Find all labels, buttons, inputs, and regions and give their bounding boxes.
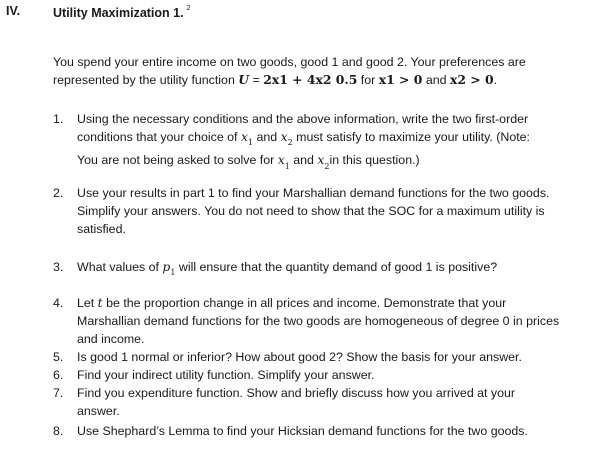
utility-function: 2x1 + 4x2 0.5 bbox=[263, 72, 358, 87]
text-run: must satisfy to maximize your utility. (Note: bbox=[292, 130, 531, 144]
variable-subscript: 1 bbox=[247, 138, 254, 148]
question-text bbox=[77, 294, 577, 348]
utility-symbol: U bbox=[238, 72, 250, 87]
question-line: Find your indirect utility function. Simplify your answer. bbox=[77, 368, 375, 382]
question-number: 5. bbox=[53, 350, 64, 364]
question-text bbox=[77, 258, 577, 281]
constraint-x2: x2 bbox=[449, 72, 466, 87]
question-line bbox=[77, 128, 577, 151]
question-line: Find you expenditure function. Show and briefly discuss how you arrived at your bbox=[77, 386, 516, 400]
question-line: and income. bbox=[77, 332, 145, 346]
utility-equals: = bbox=[249, 73, 264, 87]
variable-x2 bbox=[280, 129, 293, 148]
question-number: 3. bbox=[53, 260, 64, 274]
variable-p1 bbox=[162, 259, 176, 278]
variable-x2 bbox=[317, 152, 330, 171]
question-text bbox=[77, 422, 577, 440]
text-run: conditions that your choice of bbox=[77, 130, 241, 144]
question-text bbox=[77, 384, 577, 420]
section-title-text: Utility Maximization 1. bbox=[53, 6, 184, 21]
footnote-marker: 2 bbox=[186, 5, 191, 12]
variable-symbol: x bbox=[277, 152, 285, 168]
text-run: and bbox=[253, 130, 281, 144]
question-line: Marshallian demand functions for the two goods are homogeneous of degree 0 in prices bbox=[77, 314, 560, 328]
variable-subscript: 1 bbox=[170, 268, 176, 278]
question-number: 4. bbox=[53, 296, 64, 310]
variable-x1 bbox=[277, 152, 290, 171]
section-numeral: IV. bbox=[6, 4, 21, 18]
question-line: satisfied. bbox=[77, 222, 126, 236]
variable-subscript: 2 bbox=[324, 161, 330, 171]
text-run: Let bbox=[77, 296, 98, 310]
intro-and-text: and bbox=[422, 73, 450, 87]
section-heading bbox=[0, 0, 590, 24]
intro-line-1: You spend your entire income on two goods, good 1 and good 2. Your preferences are bbox=[53, 55, 526, 69]
constraint-x1: x1 bbox=[378, 72, 395, 87]
question-text bbox=[77, 184, 577, 238]
variable-symbol: x bbox=[280, 129, 288, 144]
question-line bbox=[77, 151, 577, 174]
variable-symbol: x bbox=[317, 152, 325, 168]
question-line: Using the necessary conditions and the above information, write the two first-order bbox=[77, 112, 529, 126]
text-run: What values of bbox=[77, 260, 163, 274]
question-line: Is good 1 normal or inferior? How about good 2? Show the basis for your answer. bbox=[77, 350, 522, 364]
constraint-x2-op: > 0 bbox=[465, 72, 494, 87]
question-text bbox=[77, 366, 577, 384]
intro-line-2 bbox=[53, 71, 573, 89]
question-number: 2. bbox=[53, 186, 64, 200]
question-line: Simplify your answers. You do not need to show that the SOC for a maximum utility is bbox=[77, 204, 545, 218]
variable-subscript: 2 bbox=[287, 138, 293, 148]
intro-line-2-text: represented by the utility function bbox=[53, 73, 239, 87]
intro-period: . bbox=[493, 73, 498, 87]
question-line bbox=[77, 294, 577, 312]
text-run: be the proportion change in all prices and income. Demonstrate that your bbox=[102, 296, 507, 310]
question-number: 1. bbox=[53, 112, 64, 126]
question-line: Use Shephard’s Lemma to find your Hicksian demand functions for the two goods. bbox=[77, 424, 528, 438]
variable-t: t bbox=[97, 295, 103, 310]
variable-subscript: 1 bbox=[284, 161, 290, 171]
variable-symbol: p bbox=[162, 259, 171, 274]
question-line: Use your results in part 1 to find your Marshallian demand functions for the two goods. bbox=[77, 186, 550, 200]
question-text bbox=[77, 348, 577, 366]
question-number: 8. bbox=[53, 424, 64, 438]
question-line: answer. bbox=[77, 404, 120, 418]
text-run: and bbox=[289, 153, 318, 168]
question-line bbox=[77, 258, 577, 281]
question-number: 7. bbox=[53, 386, 64, 400]
intro-paragraph bbox=[53, 53, 573, 89]
text-run: You are not being asked to solve for bbox=[77, 153, 278, 168]
question-text bbox=[77, 110, 577, 175]
intro-for-text: for bbox=[357, 73, 379, 87]
text-run: in this question.) bbox=[329, 153, 420, 168]
variable-symbol: x bbox=[240, 129, 248, 144]
constraint-x1-op: > 0 bbox=[394, 72, 423, 87]
question-number: 6. bbox=[53, 368, 64, 382]
text-run: will ensure that the quantity demand of good 1 is positive? bbox=[175, 260, 498, 274]
variable-x1 bbox=[240, 129, 254, 148]
section-title bbox=[53, 2, 191, 22]
